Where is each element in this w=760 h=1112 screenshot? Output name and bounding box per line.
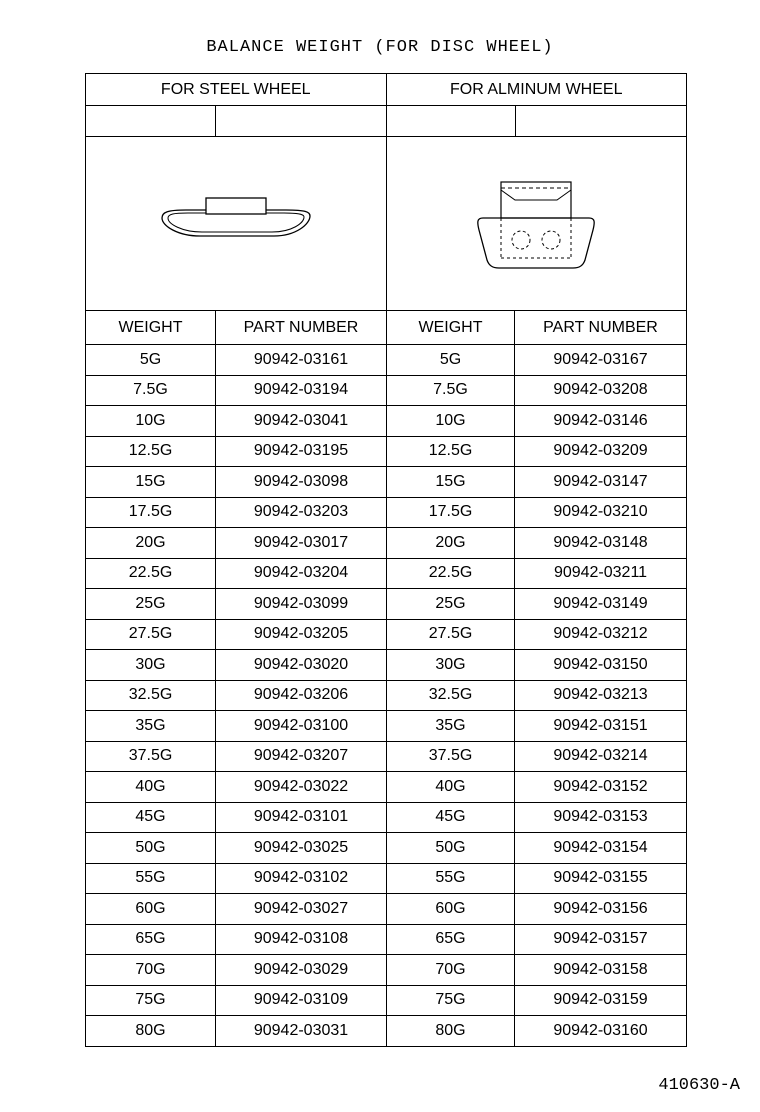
steel-part-number-cell: 90942-03161	[216, 345, 387, 375]
aluminum-weight-cell: 32.5G	[387, 681, 515, 711]
table-row	[86, 711, 686, 742]
aluminum-weight-cell: 17.5G	[387, 498, 515, 528]
section-header-row	[86, 74, 686, 106]
table-row	[86, 864, 686, 895]
blank-cell	[516, 106, 686, 136]
table-row	[86, 681, 686, 712]
table-row	[86, 437, 686, 468]
aluminum-part-number-column-header: PART NUMBER	[543, 318, 658, 336]
steel-weight-cell: 65G	[86, 925, 216, 955]
blank-cell	[216, 106, 387, 136]
table-row	[86, 742, 686, 773]
table-row	[86, 1016, 686, 1046]
steel-part-number-column-header: PART NUMBER	[216, 311, 387, 344]
table-row	[86, 803, 686, 834]
aluminum-weight-cell: 80G	[387, 1016, 515, 1046]
aluminum-part-number-cell: 90942-03159	[553, 991, 648, 1009]
blank-cell	[86, 106, 216, 136]
aluminum-part-number-cell: 90942-03147	[553, 472, 648, 490]
steel-weight-cell: 15G	[86, 467, 216, 497]
aluminum-weight-illustration	[387, 137, 687, 310]
steel-part-number-cell: 90942-03205	[216, 620, 387, 650]
steel-part-number-cell: 90942-03195	[216, 437, 387, 467]
aluminum-weight-cell: 75G	[387, 986, 515, 1016]
column-header-row	[86, 311, 686, 345]
aluminum-part-number-cell: 90942-03211	[553, 564, 648, 582]
aluminum-wheel-header: FOR ALMINUM WHEEL	[450, 80, 623, 98]
table-body	[86, 345, 686, 1046]
steel-part-number-cell: 90942-03109	[216, 986, 387, 1016]
aluminum-part-number-cell: 90942-03208	[553, 381, 648, 399]
steel-wheel-header: FOR STEEL WHEEL	[86, 74, 387, 105]
steel-part-number-cell: 90942-03099	[216, 589, 387, 619]
aluminum-weight-cell: 20G	[387, 528, 515, 558]
steel-part-number-cell: 90942-03108	[216, 925, 387, 955]
aluminum-part-number-cell: 90942-03154	[553, 838, 648, 856]
steel-weight-cell: 60G	[86, 894, 216, 924]
steel-part-number-cell: 90942-03025	[216, 833, 387, 863]
table-row	[86, 894, 686, 925]
steel-weight-cell: 22.5G	[86, 559, 216, 589]
blank-cell	[387, 106, 515, 136]
steel-weight-cell: 12.5G	[86, 437, 216, 467]
aluminum-part-number-cell: 90942-03156	[553, 899, 648, 917]
steel-weight-cell: 27.5G	[86, 620, 216, 650]
aluminum-part-number-cell: 90942-03167	[553, 350, 648, 368]
aluminum-part-number-cell: 90942-03210	[553, 503, 648, 521]
table-row	[86, 772, 686, 803]
steel-weight-cell: 5G	[86, 345, 216, 375]
table-row	[86, 650, 686, 681]
table-row	[86, 589, 686, 620]
steel-weight-cell: 75G	[86, 986, 216, 1016]
steel-weight-cell: 7.5G	[86, 376, 216, 406]
aluminum-weight-cell: 55G	[387, 864, 515, 894]
blank-subheader-row	[86, 106, 686, 137]
aluminum-weight-cell: 45G	[387, 803, 515, 833]
table-row	[86, 986, 686, 1017]
balance-weight-table	[85, 73, 687, 1047]
steel-part-number-cell: 90942-03098	[216, 467, 387, 497]
aluminum-part-number-cell: 90942-03160	[553, 1021, 648, 1039]
table-row	[86, 345, 686, 376]
table-row	[86, 833, 686, 864]
drawing-code: 410630-A	[658, 1076, 740, 1095]
steel-part-number-cell: 90942-03194	[216, 376, 387, 406]
steel-part-number-cell: 90942-03207	[216, 742, 387, 772]
steel-part-number-cell: 90942-03100	[216, 711, 387, 741]
table-row	[86, 925, 686, 956]
table-row	[86, 528, 686, 559]
aluminum-part-number-cell: 90942-03209	[553, 442, 648, 460]
aluminum-part-number-cell: 90942-03158	[553, 960, 648, 978]
steel-weight-cell: 55G	[86, 864, 216, 894]
steel-weight-cell: 25G	[86, 589, 216, 619]
aluminum-weight-cell: 70G	[387, 955, 515, 985]
steel-weight-cell: 80G	[86, 1016, 216, 1046]
aluminum-part-number-cell: 90942-03152	[553, 777, 648, 795]
table-row	[86, 955, 686, 986]
steel-part-number-cell: 90942-03027	[216, 894, 387, 924]
steel-weight-cell: 32.5G	[86, 681, 216, 711]
aluminum-weight-column-header: WEIGHT	[387, 311, 515, 344]
steel-part-number-cell: 90942-03041	[216, 406, 387, 436]
steel-weight-cell: 17.5G	[86, 498, 216, 528]
table-row	[86, 376, 686, 407]
table-row	[86, 406, 686, 437]
table-row	[86, 559, 686, 590]
steel-weight-cell: 40G	[86, 772, 216, 802]
steel-weight-cell: 45G	[86, 803, 216, 833]
aluminum-weight-cell: 50G	[387, 833, 515, 863]
table-row	[86, 498, 686, 529]
steel-part-number-cell: 90942-03020	[216, 650, 387, 680]
table-row	[86, 467, 686, 498]
page-title: BALANCE WEIGHT (FOR DISC WHEEL)	[206, 38, 554, 57]
steel-weight-cell: 30G	[86, 650, 216, 680]
steel-weight-column-header: WEIGHT	[86, 311, 216, 344]
steel-weight-illustration	[86, 137, 387, 310]
aluminum-part-number-cell: 90942-03157	[553, 930, 648, 948]
aluminum-part-number-cell: 90942-03214	[553, 747, 648, 765]
steel-part-number-cell: 90942-03017	[216, 528, 387, 558]
aluminum-weight-cell: 7.5G	[387, 376, 515, 406]
aluminum-weight-cell: 25G	[387, 589, 515, 619]
aluminum-part-number-cell: 90942-03151	[553, 716, 648, 734]
aluminum-part-number-cell: 90942-03146	[553, 411, 648, 429]
aluminum-part-number-cell: 90942-03150	[553, 655, 648, 673]
aluminum-weight-icon	[471, 174, 601, 274]
aluminum-weight-cell: 30G	[387, 650, 515, 680]
steel-weight-icon	[156, 194, 316, 254]
aluminum-weight-cell: 15G	[387, 467, 515, 497]
steel-weight-cell: 20G	[86, 528, 216, 558]
aluminum-weight-cell: 22.5G	[387, 559, 515, 589]
steel-weight-cell: 70G	[86, 955, 216, 985]
aluminum-weight-cell: 5G	[387, 345, 515, 375]
illustration-row	[86, 137, 686, 311]
steel-part-number-cell: 90942-03102	[216, 864, 387, 894]
aluminum-part-number-cell: 90942-03155	[553, 869, 648, 887]
aluminum-weight-cell: 37.5G	[387, 742, 515, 772]
aluminum-weight-cell: 40G	[387, 772, 515, 802]
steel-part-number-cell: 90942-03204	[216, 559, 387, 589]
steel-weight-cell: 50G	[86, 833, 216, 863]
aluminum-weight-cell: 35G	[387, 711, 515, 741]
aluminum-weight-cell: 12.5G	[387, 437, 515, 467]
steel-weight-cell: 35G	[86, 711, 216, 741]
aluminum-weight-cell: 27.5G	[387, 620, 515, 650]
aluminum-part-number-cell: 90942-03153	[553, 808, 648, 826]
steel-part-number-cell: 90942-03101	[216, 803, 387, 833]
aluminum-part-number-cell: 90942-03213	[553, 686, 648, 704]
aluminum-part-number-cell: 90942-03148	[553, 533, 648, 551]
aluminum-weight-cell: 10G	[387, 406, 515, 436]
steel-part-number-cell: 90942-03022	[216, 772, 387, 802]
aluminum-weight-cell: 60G	[387, 894, 515, 924]
aluminum-part-number-cell: 90942-03212	[553, 625, 648, 643]
aluminum-weight-cell: 65G	[387, 925, 515, 955]
table-row	[86, 620, 686, 651]
steel-weight-cell: 10G	[86, 406, 216, 436]
steel-part-number-cell: 90942-03206	[216, 681, 387, 711]
steel-weight-cell: 37.5G	[86, 742, 216, 772]
steel-part-number-cell: 90942-03203	[216, 498, 387, 528]
steel-part-number-cell: 90942-03029	[216, 955, 387, 985]
aluminum-part-number-cell: 90942-03149	[553, 594, 648, 612]
steel-part-number-cell: 90942-03031	[216, 1016, 387, 1046]
